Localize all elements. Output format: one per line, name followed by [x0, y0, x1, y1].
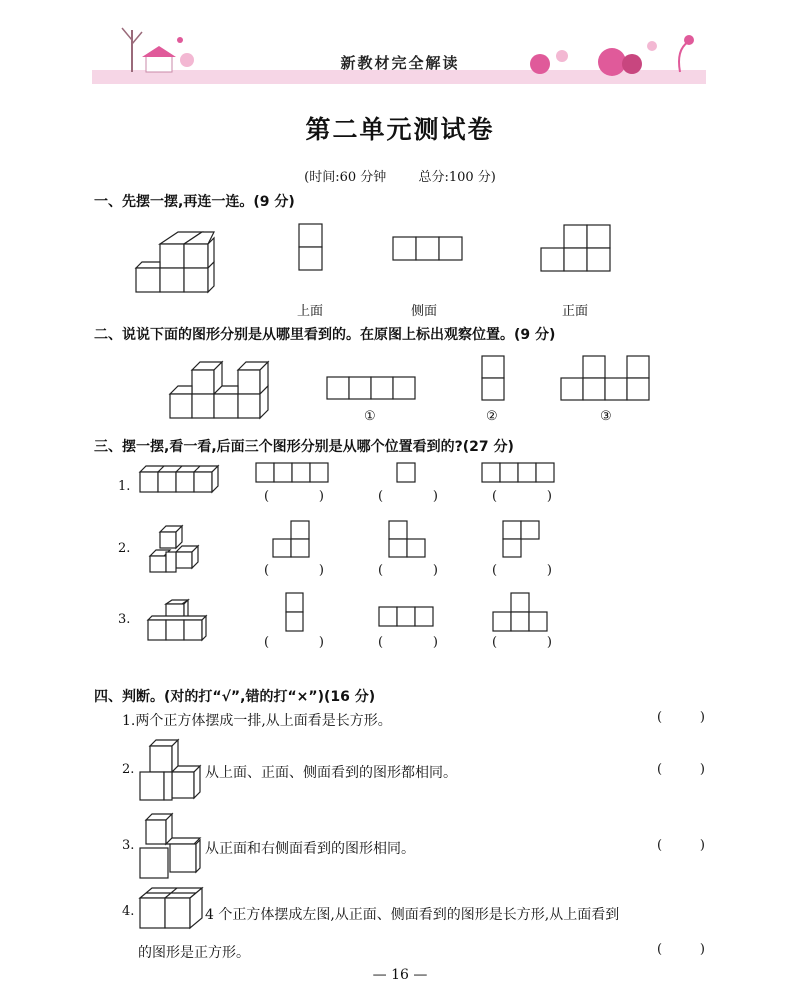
row2-cube-figure — [148, 522, 202, 578]
item-number: 1. — [122, 713, 136, 729]
judge-number-2: 2. — [122, 762, 135, 777]
judge-item-4: 4 个正方体摆成左图,从正面、侧面看到的图形是长方形,从上面看到 — [205, 907, 620, 923]
page-number: — 16 — — [372, 967, 428, 983]
section-4-heading: 四、判断。(对的打“√”,错的打“×”)(16 分) — [94, 689, 376, 705]
row-number-1: 1. — [118, 479, 131, 494]
section2-view-3 — [560, 354, 654, 402]
row-number-3: 3. — [118, 612, 131, 627]
label-front-view: 正面 — [562, 304, 589, 319]
section-1-heading: 一、先摆一摆,再连一连。(9 分) — [94, 194, 295, 210]
total-score: 总分:100 分) — [418, 170, 496, 185]
row-number-2: 2. — [118, 541, 131, 556]
judge-item-3: 从正面和右侧面看到的图形相同。 — [205, 841, 415, 857]
time-limit: (时间:60 分钟 — [304, 170, 387, 185]
section1-cube-figure — [130, 232, 220, 302]
label-side-view: 侧面 — [411, 304, 438, 319]
book-title: 新教材完全解读 — [340, 54, 460, 72]
row3-view-2 — [378, 606, 434, 628]
section2-view-1 — [326, 376, 418, 402]
item-text: 两个正方体摆成一排,从上面看是长方形。 — [135, 713, 392, 729]
row2-view-3 — [502, 520, 542, 558]
view-shape-2 — [392, 236, 464, 262]
time-score-info — [0, 166, 800, 185]
section-3-heading: 三、摆一摆,看一看,后面三个图形分别是从哪个位置看到的?(27 分) — [94, 439, 514, 455]
view-number-1: ① — [364, 409, 376, 424]
row3-view-1 — [285, 592, 305, 632]
judge-item-2: 从上面、正面、侧面看到的图形都相同。 — [205, 765, 457, 781]
label-top-view: 上面 — [297, 304, 324, 319]
view-shape-3 — [540, 224, 612, 274]
row1-view-1 — [255, 462, 329, 484]
section-2-heading: 二、说说下面的图形分别是从哪里看到的。在原图上标出观察位置。(9 分) — [94, 327, 556, 343]
row1-view-3 — [481, 462, 555, 484]
view-number-3: ③ — [600, 409, 612, 424]
row1-view-2 — [396, 462, 416, 484]
judge2-cube-figure — [138, 738, 204, 804]
view-shape-1 — [299, 222, 323, 272]
judge-number-3: 3. — [122, 838, 135, 853]
judge-item-1 — [122, 710, 392, 730]
section2-view-2 — [481, 354, 505, 402]
judge4-cube-figure — [138, 886, 204, 932]
judge-item-4-continued: 的图形是正方形。 — [138, 945, 250, 961]
judge-number-4: 4. — [122, 904, 135, 919]
section2-cube-figure — [168, 358, 272, 420]
row3-cube-figure — [146, 598, 210, 644]
view-number-2: ② — [486, 409, 498, 424]
judge3-cube-figure — [138, 812, 204, 882]
row2-view-1 — [272, 520, 312, 558]
row1-cube-figure — [138, 464, 222, 496]
row2-view-2 — [388, 520, 428, 558]
row3-view-3 — [492, 592, 548, 632]
page-title: 第二单元测试卷 — [305, 115, 495, 144]
